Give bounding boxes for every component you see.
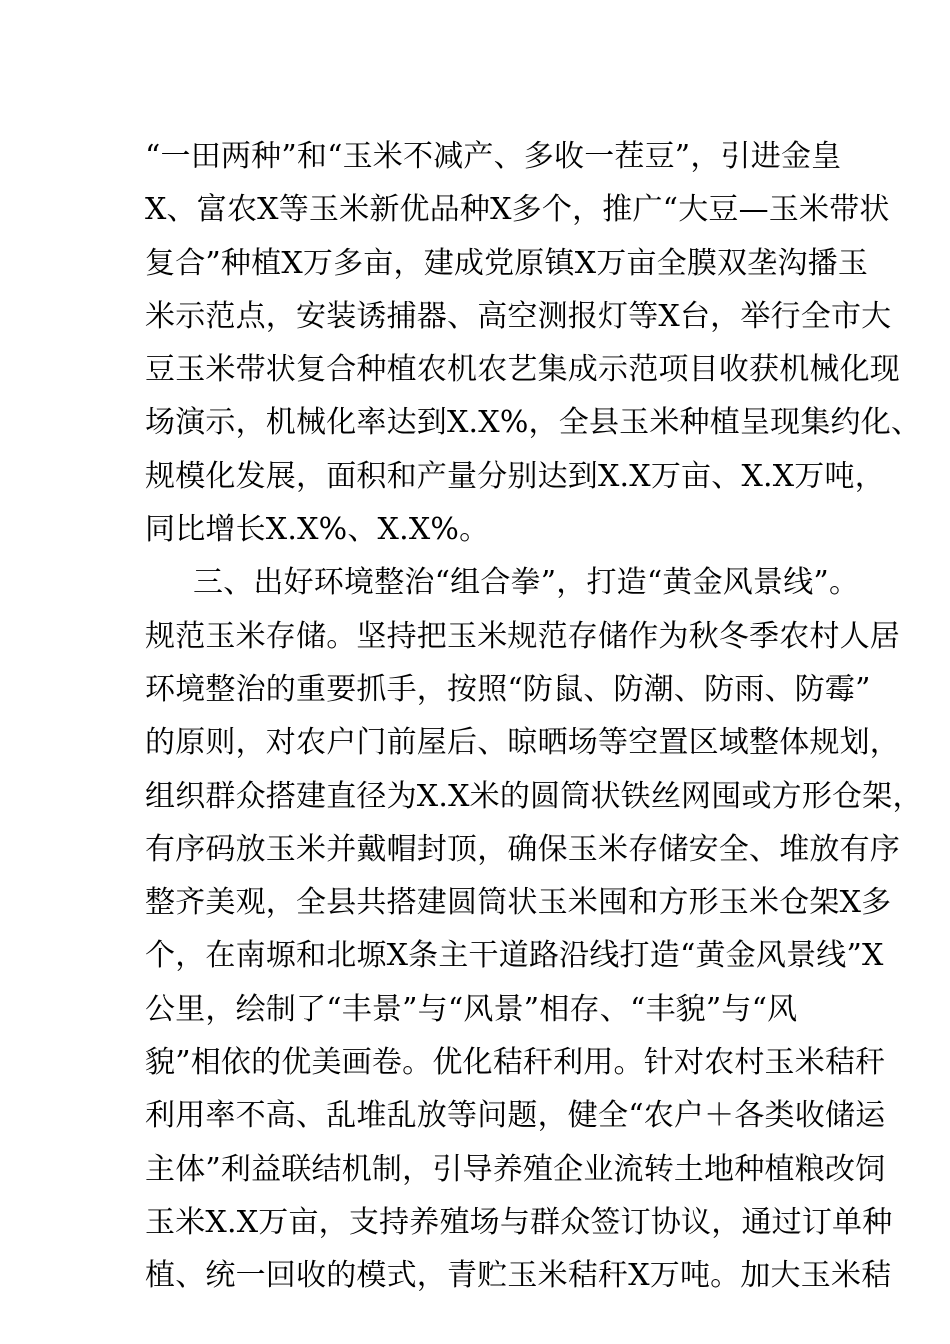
text-line: 规范玉米存储。坚持把玉米规范存储作为秋冬季农村人居 xyxy=(145,618,900,654)
text-line: 米示范点，安装诱捕器、高空测报灯等X台，举行全市大 xyxy=(145,298,892,334)
text-line: 环境整治的重要抓手，按照“防鼠、防潮、防雨、防霉” xyxy=(145,671,871,707)
text-line: 复合”种植X万多亩，建成党原镇X万亩全膜双垄沟播玉 xyxy=(145,245,869,281)
section-heading: 三、出好环境整治“组合拳”，打造“黄金风景线”。 xyxy=(193,565,860,601)
text-line: 整齐美观，全县共搭建圆筒状玉米囤和方形玉米仓架X多 xyxy=(145,885,892,921)
text-line: 个，在南塬和北塬X条主干道路沿线打造“黄金风景线”X xyxy=(145,938,884,974)
body-text xyxy=(145,130,923,1303)
text-line: 同比增长X.X%、X.X%。 xyxy=(145,512,490,548)
text-line: 有序码放玉米并戴帽封顶，确保玉米存储安全、堆放有序 xyxy=(145,831,900,867)
text-line: “一田两种”和“玉米不减产、多收一茬豆”，引进金皇 xyxy=(145,139,842,174)
text-line: 貌”相依的优美画卷。优化秸秆利用。针对农村玉米秸秆 xyxy=(145,1045,886,1081)
text-line: 的原则，对农户门前屋后、晾晒场等空置区域整体规划， xyxy=(145,725,900,761)
text-line: 规模化发展，面积和产量分别达到X.X万亩、X.X万吨， xyxy=(145,458,885,494)
text-line: 利用率不高、乱堆乱放等问题，健全“农户＋各类收储运 xyxy=(145,1098,886,1134)
text-line: 玉米X.X万亩，支持养殖场与群众签订协议，通过订单种 xyxy=(145,1204,893,1240)
text-line: 场演示，机械化率达到X.X%，全县玉米种植呈现集约化、 xyxy=(145,405,922,441)
text-line: 植、统一回收的模式，青贮玉米秸秆X万吨。加大玉米秸 xyxy=(145,1258,892,1294)
text-line: 组织群众搭建直径为X.X米的圆筒状铁丝网囤或方形仓架， xyxy=(145,778,923,814)
text-line: 公里，绘制了“丰景”与“风景”相存、“丰貌”与“风 xyxy=(145,991,798,1027)
text-line: X、富农X等玉米新优品种X多个，推广“大豆—玉米带状 xyxy=(145,192,890,228)
text-line: 豆玉米带状复合种植农机农艺集成示范项目收获机械化现 xyxy=(145,352,900,388)
text-line: 主体”利益联结机制，引导养殖企业流转土地种植粮改饲 xyxy=(145,1151,886,1187)
